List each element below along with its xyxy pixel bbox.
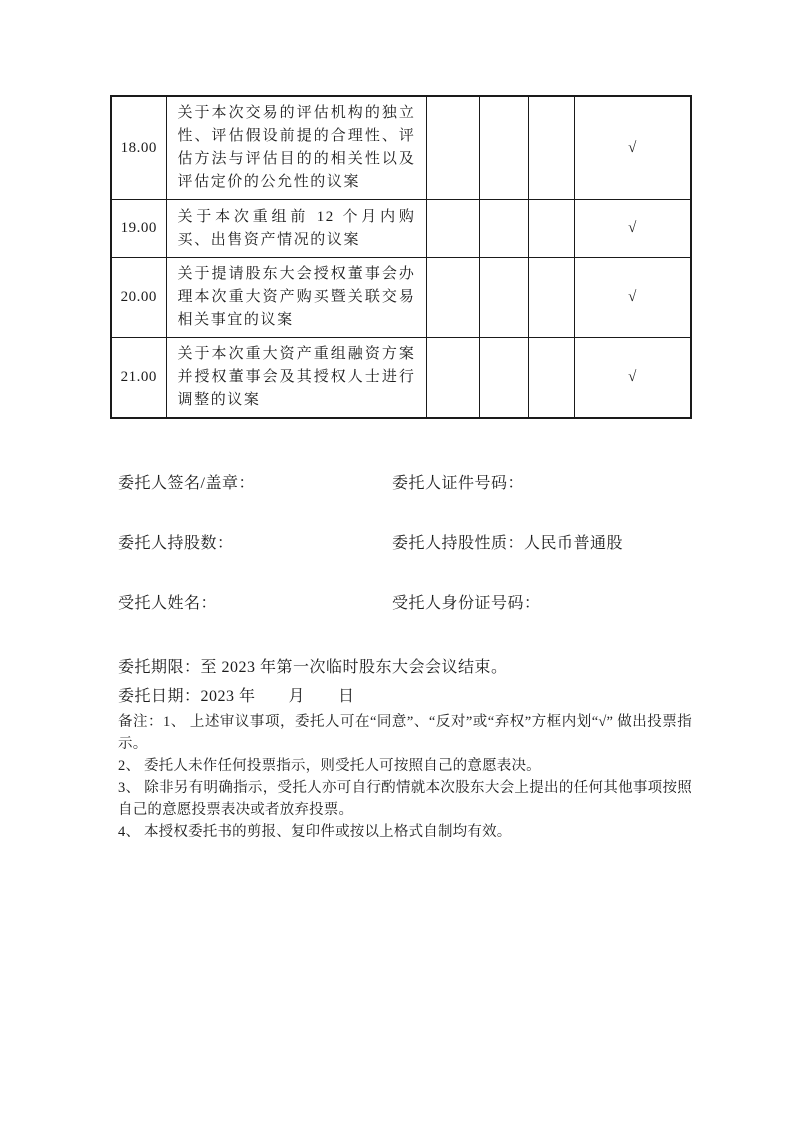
remarks-block — [118, 711, 692, 843]
agree-box — [426, 96, 479, 200]
remark-4: 4、 本授权委托书的剪报、复印件或按以上格式自制均有效。 — [118, 824, 512, 840]
abstain-box — [528, 258, 574, 338]
trustee-name-label: 受托人姓名： — [118, 595, 218, 612]
remark-2: 2、 委托人未作任何投票指示，则受托人可按照自己的意愿表决。 — [118, 758, 541, 774]
proxy-date-line — [118, 683, 355, 706]
grantor-id-label: 委托人证件号码： — [392, 475, 525, 492]
proposal-number: 20.00 — [111, 258, 166, 338]
agree-box — [426, 338, 479, 419]
signature-row — [118, 590, 718, 613]
remark-1: 备注：1、 上述审议事项，委托人可在“同意”、“反对”或“弃权”方框内划“√” 做出投票指示。 — [118, 714, 692, 752]
proposal-text: 关于本次交易的评估机构的独立性、评估假设前提的合理性、评估方法与评估目的的相关性以及评估定价的公允性的议案 — [166, 96, 426, 200]
against-box — [479, 96, 528, 200]
trustee-id-label: 受托人身份证号码： — [392, 595, 541, 612]
table-row — [111, 96, 691, 200]
term-duration-label: 委托期限： — [118, 659, 201, 676]
grantor-share-type-label: 委托人持股性质： — [392, 535, 525, 552]
table-row — [111, 200, 691, 258]
against-box — [479, 258, 528, 338]
signature-row — [118, 530, 718, 553]
proposal-number: 18.00 — [111, 96, 166, 200]
table-row — [111, 258, 691, 338]
voting-table — [110, 95, 692, 419]
agree-box — [426, 200, 479, 258]
check-mark: √ — [574, 258, 691, 338]
abstain-box — [528, 96, 574, 200]
grantor-sign-label: 委托人签名/盖章： — [118, 475, 255, 492]
against-box — [479, 338, 528, 419]
proposal-text: 关于本次重组前 12 个月内购买、出售资产情况的议案 — [166, 200, 426, 258]
remark-3: 3、 除非另有明确指示，受托人亦可自行酌情就本次股东大会上提出的任何其他事项按照自己的意愿投票表决或者放弃投票。 — [118, 780, 692, 818]
term-duration-value: 至 2023 年第一次临时股东大会会议结束。 — [200, 659, 508, 676]
proposal-text: 关于本次重大资产重组融资方案并授权董事会及其授权人士进行调整的议案 — [166, 338, 426, 419]
proposal-text: 关于提请股东大会授权董事会办理本次重大资产购买暨关联交易相关事宜的议案 — [166, 258, 426, 338]
abstain-box — [528, 200, 574, 258]
proposal-number: 21.00 — [111, 338, 166, 419]
grantor-share-type-value: 人民币普通股 — [524, 535, 624, 552]
abstain-box — [528, 338, 574, 419]
agree-box — [426, 258, 479, 338]
table-row — [111, 338, 691, 419]
against-box — [479, 200, 528, 258]
proxy-term-line — [118, 654, 508, 677]
term-date-value: 2023 年 月 日 — [200, 688, 355, 705]
signature-row — [118, 470, 718, 493]
grantor-shares-label: 委托人持股数： — [118, 535, 234, 552]
check-mark: √ — [574, 200, 691, 258]
proposal-number: 19.00 — [111, 200, 166, 258]
check-mark: √ — [574, 96, 691, 200]
check-mark: √ — [574, 338, 691, 419]
term-date-label: 委托日期： — [118, 688, 201, 705]
